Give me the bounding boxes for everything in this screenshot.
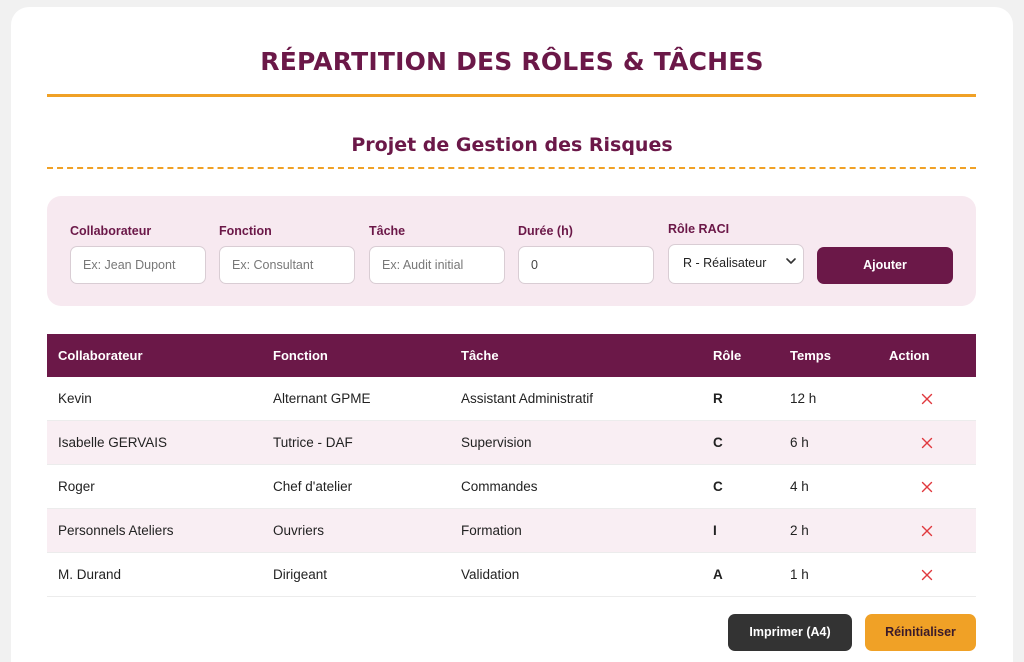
- collaborateur-input[interactable]: Ex: Jean Dupont: [70, 246, 206, 284]
- cell-tache: Supervision: [461, 435, 532, 450]
- reset-button[interactable]: Réinitialiser: [865, 614, 976, 651]
- role-select[interactable]: [668, 244, 804, 284]
- add-button[interactable]: Ajouter: [817, 247, 953, 284]
- role-label: Rôle RACI: [668, 222, 730, 236]
- project-subtitle: Projet de Gestion des Risques: [351, 134, 673, 156]
- cell-collaborateur: Kevin: [58, 391, 92, 406]
- cell-role: A: [713, 567, 723, 582]
- cell-collaborateur: Roger: [58, 479, 95, 494]
- duree-label: Durée (h): [518, 224, 573, 238]
- title-divider: [47, 94, 976, 97]
- roles-table: [47, 334, 976, 597]
- cell-temps: 12 h: [790, 391, 817, 406]
- close-icon[interactable]: [921, 393, 933, 405]
- fonction-input[interactable]: Ex: Consultant: [219, 246, 355, 284]
- cell-tache: Validation: [461, 567, 520, 582]
- close-icon[interactable]: [921, 437, 933, 449]
- chevron-down-icon: [784, 254, 798, 268]
- table-row: [47, 421, 976, 465]
- duree-input[interactable]: 0: [518, 246, 654, 284]
- cell-role: C: [713, 479, 723, 494]
- print-button[interactable]: Imprimer (A4): [728, 614, 852, 651]
- cell-tache: Assistant Administratif: [461, 391, 594, 406]
- table-row: [47, 377, 976, 421]
- table-row: [47, 465, 976, 509]
- header-fonction: Fonction: [273, 348, 328, 363]
- table-row: [47, 509, 976, 553]
- cell-tache: Commandes: [461, 479, 538, 494]
- cell-fonction: Alternant GPME: [273, 391, 371, 406]
- cell-collaborateur: M. Durand: [58, 567, 122, 582]
- add-entry-form: [47, 196, 976, 306]
- header-tache: Tâche: [461, 348, 499, 363]
- cell-fonction: Ouvriers: [273, 523, 325, 538]
- tache-label: Tâche: [369, 224, 406, 238]
- subtitle-divider: [47, 167, 976, 169]
- cell-fonction: Tutrice - DAF: [273, 435, 353, 450]
- cell-temps: 1 h: [790, 567, 809, 582]
- table-header: [47, 334, 976, 377]
- tache-input[interactable]: Ex: Audit initial: [369, 246, 505, 284]
- cell-fonction: Dirigeant: [273, 567, 328, 582]
- cell-temps: 2 h: [790, 523, 809, 538]
- role-select-value: R - Réalisateur: [683, 256, 767, 270]
- header-temps: Temps: [790, 348, 831, 363]
- cell-role: I: [713, 523, 717, 538]
- page-title: RÉPARTITION DES RÔLES & TÂCHES: [260, 47, 764, 76]
- cell-collaborateur: Isabelle GERVAIS: [58, 435, 168, 450]
- cell-fonction: Chef d'atelier: [273, 479, 353, 494]
- close-icon[interactable]: [921, 525, 933, 537]
- cell-tache: Formation: [461, 523, 522, 538]
- close-icon[interactable]: [921, 481, 933, 493]
- table-row: [47, 553, 976, 597]
- cell-role: R: [713, 391, 723, 406]
- cell-temps: 6 h: [790, 435, 809, 450]
- cell-role: C: [713, 435, 723, 450]
- header-role: Rôle: [713, 348, 742, 363]
- close-icon[interactable]: [921, 569, 933, 581]
- header-action: Action: [889, 348, 930, 363]
- cell-temps: 4 h: [790, 479, 809, 494]
- fonction-label: Fonction: [219, 224, 272, 238]
- cell-collaborateur: Personnels Ateliers: [58, 523, 174, 538]
- header-collaborateur: Collaborateur: [58, 348, 143, 363]
- collaborateur-label: Collaborateur: [70, 224, 152, 238]
